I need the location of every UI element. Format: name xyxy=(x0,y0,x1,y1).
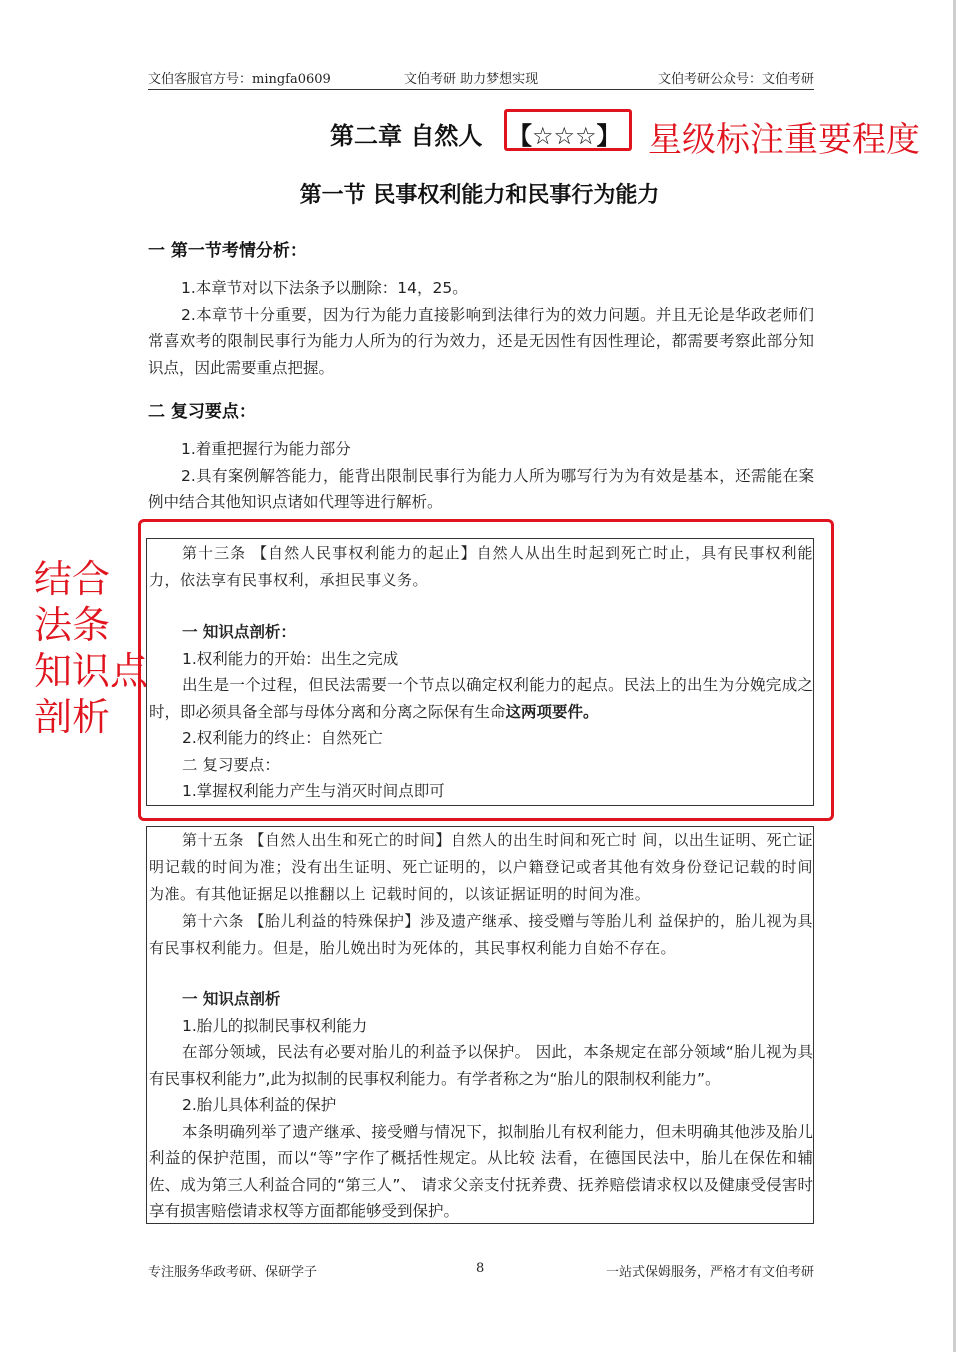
article-13-box xyxy=(146,538,814,806)
review-points-list xyxy=(148,436,814,516)
exam-analysis-heading: 一 第一节考情分析： xyxy=(148,241,307,261)
analysis-heading: 一 知识点剖析： xyxy=(182,623,296,641)
footer-right: 一站式保姆服务，严格才有文伯考研 xyxy=(605,1265,814,1280)
header-rule xyxy=(148,89,814,90)
review-point-item: 2.具有案例解答能力，能背出限制民事行为能力人所为哪写行为为有效是基本，还需能在案例中结合其他知识点诸如代理等进行解析。 xyxy=(148,466,814,511)
header-right: 文伯考研公众号：文伯考研 xyxy=(657,72,814,87)
annotation-line: 知识点 xyxy=(34,649,149,693)
exam-analysis-item: 1.本章节对以下法条予以删除：14，25。 xyxy=(181,279,468,297)
section-title: 第一节 民事权利能力和民事行为能力 xyxy=(299,183,660,208)
importance-stars: 【☆☆☆】 xyxy=(508,122,621,150)
analysis-point: 2.胎儿具体利益的保护 xyxy=(182,1096,337,1114)
article-13-text: 第十三条 【自然人民事权利能力的起止】自然人从出生时起到死亡时止，具有民事权利能力，依法享有民事权利，承担民事义务。 xyxy=(149,544,813,589)
header-left: 文伯客服官方号：mingfa0609 xyxy=(148,72,331,87)
analysis-text: 本条明确列举了遗产继承、接受赠与情况下，拟制胎儿有权利能力，但未明确其他涉及胎儿利益的保护范围，而以“等”字作了概括性规定。从比较 法看，在德国民法中，胎儿在保佐和辅佐、成为第三人利益合同的“第三人”、 请求父亲支付抚养费、抚养赔偿请求权以及健康受侵害时享有损害赔偿请求权等方面都能够受到保护。 xyxy=(149,1122,813,1220)
review-item: 1.掌握权利能力产生与消灭时间点即可 xyxy=(182,782,445,800)
analysis-text-emphasis: 这两项要件。 xyxy=(505,702,599,721)
article-15-text: 第十五条 【自然人出生和死亡的时间】自然人的出生时间和死亡时 间，以出生证明、死亡证明记载的时间为准；没有出生证明、死亡证明的，以户籍登记或者其他有效身份登记记载的时间为准。有其他证据足以推翻以上 记载时间的，以该证据证明的时间为准。 xyxy=(149,831,813,903)
review-heading: 二 复习要点： xyxy=(182,755,280,774)
chapter-title: 第二章 自然人 xyxy=(330,122,483,150)
article-16-text: 第十六条 【胎儿利益的特殊保护】涉及遗产继承、接受赠与等胎儿利 益保护的，胎儿视为具有民事权利能力。但是，胎儿娩出时为死体的，其民事权利能力自始不存在。 xyxy=(149,912,813,957)
articles-analysis xyxy=(149,986,813,1225)
exam-analysis-list xyxy=(148,275,814,381)
analysis-text: 在部分领域，民法有必要对胎儿的利益予以保护。 因此，本条规定在部分领域“胎儿视为具有民事权利能力”,此为拟制的民事权利能力。有学者称之为“胎儿的限制权利能力”。 xyxy=(149,1043,813,1088)
page-number: 8 xyxy=(476,1261,485,1276)
review-points-heading: 二 复习要点： xyxy=(148,402,256,422)
annotation-line: 法条 xyxy=(34,603,111,647)
footer-left: 专注服务华政考研、保研学子 xyxy=(148,1265,318,1280)
annotation-line: 剖析 xyxy=(34,695,111,739)
analysis-text-body: 出生是一个过程，但民法需要一个节点以确定权利能力的起点。民法上的出生为分娩完成之时，即必须具备全部与母体分离和分离之际保有生命 xyxy=(149,676,813,721)
exam-analysis-item: 2.本章节十分重要，因为行为能力直接影响到法律行为的效力问题。并且无论是华政老师们常喜欢考的限制民事行为能力人所为的行为效力，还是无因性有因性理论，都需要考察此部分知识点，因此需要重点把握。 xyxy=(148,305,814,377)
analysis-text xyxy=(149,672,813,725)
stars-annotation: 星级标注重要程度 xyxy=(648,120,920,160)
article-13-text-wrap xyxy=(149,540,813,594)
analysis-heading: 一 知识点剖析 xyxy=(182,990,281,1008)
header-center: 文伯考研 助力梦想实现 xyxy=(404,72,539,87)
annotation-line: 结合 xyxy=(34,557,111,601)
review-point-item: 1.着重把握行为能力部分 xyxy=(181,440,351,458)
page-header xyxy=(148,68,814,88)
analysis-point: 1.胎儿的拟制民事权利能力 xyxy=(182,1016,368,1035)
article-13-analysis xyxy=(149,619,813,805)
articles-text-wrap xyxy=(149,827,813,962)
knowledge-annotation xyxy=(34,556,148,740)
analysis-point: 2.权利能力的终止：自然死亡 xyxy=(182,729,383,747)
article-15-16-box xyxy=(146,826,814,1224)
analysis-point: 1.权利能力的开始：出生之完成 xyxy=(182,649,399,668)
